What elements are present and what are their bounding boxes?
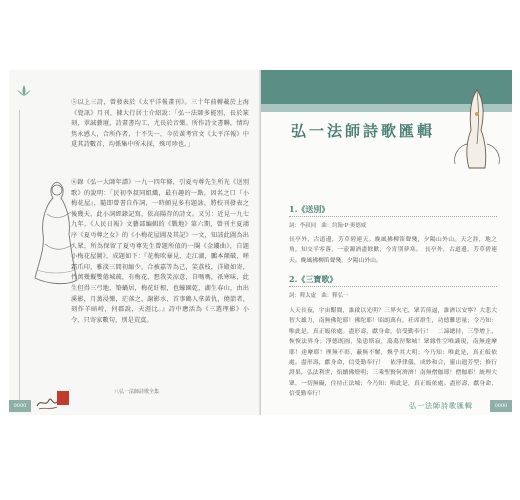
- red-seal: [57, 391, 69, 405]
- section-lyrics: 長亭外，古道邊，芳草碧連天。晚風拂柳笛聲殘，夕陽山外山。天之涯，地之角，知交半零落，一壺濁酒盡餘歡，今宵別夢寒。 長亭外，古道邊，芳草碧連天。晚風拂柳笛聲殘，夕陽山外山。: [289, 237, 497, 264]
- left-page-number: 0000: [9, 400, 31, 412]
- book-spread: [9, 70, 512, 415]
- left-running-footer: 八弘一法師詩歌全集: [114, 389, 160, 395]
- note-paragraph-6: ⑥錄《弘一大師年譜》一九一四年條，引夏丏尊先生所光《送別歌》的說明：「民初李叔同組織，最有趣的一點，因名之口『小梅花屋』，隨即曾書自作詞，一時頗見多有題詠，將校刊發表之後幾天，此小詞經錄記寫，依高陽存的詩文。又另：近見一九七九年，《人民日報》文藝部編輯的《戰地》第六期，曾刊主夏鴻序《夏丏尊之女》的《小梅花屋圖及其記》一文，知該此圖為出人眾，所為保留了夏丏尊先生曾題所值的一闋《金縷曲》，自題小梅花屋圖》，成題如下：『花梅吹暴見，走江湖，鵬本顛破，嗟霜爪印，雅淡三間初縮少，合被嘉等為己，笑荔枝，洋殿如寄，竹萬幾擬雙倦城疏，有梅花、想我笑涼意，自嗎嗎，祇寒味，此生但得三弓地，築蝸居，梅花紆根，也蠔園乾，湖生春山，由出溪影，月蒸浸樂，茫落之，謝影水、首事鶴人拿黃仇，僥箭者，刻作羊暗峙，何郡說，天涯比。』詩中應活為《三選理影》小令，只寄家數句，別是荒寞。: [71, 179, 249, 324]
- section-credit: 詞：釋太虛 曲：釋弘一: [289, 293, 349, 299]
- right-page-number: 0000: [490, 400, 512, 412]
- left-page: [9, 70, 260, 415]
- note-paragraph-5: ⑤以上三詩，曾發表於《太平洋報畫刊》。三十年前轉載於上海《覺訊》月刊，據大行居士介紹說：「弘一法師多能別，長於篆刻，翠誠藝壇，詩畫書均工，尤長於音樂。所作詩文書聯，情均隽永感人，合所作者，十不失一，今於黃考官文《太平洋報》中覓其詩數首，均係集中所未採，殊可珍也。」: [71, 99, 249, 149]
- section-divider: [289, 286, 497, 287]
- right-page: [261, 70, 512, 415]
- lotus-icon: [15, 84, 33, 98]
- section-heading-three-jewels: 2.《三寶歌》: [289, 274, 338, 284]
- section-divider: [289, 216, 497, 217]
- praying-hands-illustration: [437, 84, 512, 174]
- section-credit: 詞：李叔同 曲：約翰·P·奧德威: [289, 223, 367, 229]
- right-running-footer: 弘一法師詩歌匯輯: [409, 402, 473, 410]
- section-lyrics: 人天長夜，宇宙黮闇，誰啟以光明？三界火宅，眾苦煎逼，誰濟以安寧？大悲大智大雄力，南無佛陀耶！佛陀耶！昭朗萬有，衽席群生，功德難思量；令乃知：唯此是，真正皈依處。盡形壽，獻身命，信受勤奉行！ 二諦總持，三學增上，恢恢法界身；淨德既圓，染患斯寂，蕩蕩涅槃城！眾緣性空唯識現，南無達摩耶！達摩耶！理無不彰，蔽無不解，煥乎其大明；今乃知：唯此是，真正皈依處。盡形壽，獻身命，信受勤奉行！ 依淨律儀，成妙和合，靈山遺芳型；修行證果，弘法利世，焰續佛燈明；三乘聖賢何濟濟！南無僧伽耶！僧伽耶！統理大眾，一切無礙，住持正法城；今乃知：唯此是，真正皈依處。盡形壽，獻身命，信受勤奉行！: [289, 308, 497, 398]
- margin-rule: [19, 110, 20, 410]
- section-heading-farewell: 1.《送別》: [289, 204, 330, 214]
- page-title: 弘一法師詩歌匯輯: [291, 122, 436, 140]
